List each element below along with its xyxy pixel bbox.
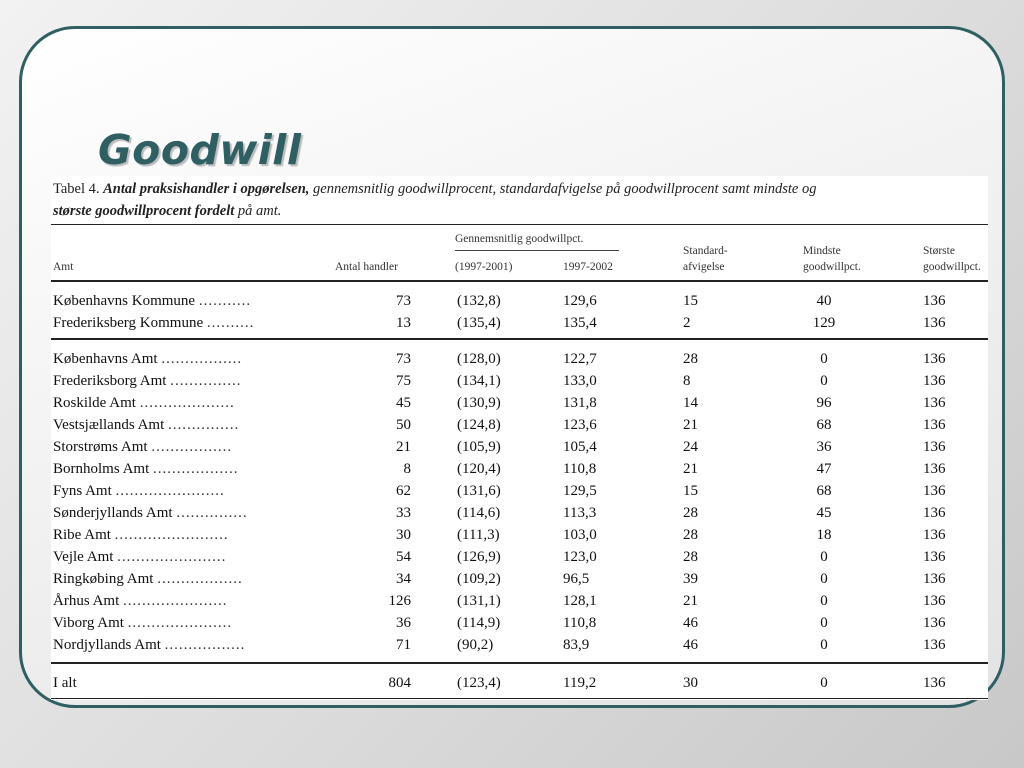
row-min-pct: 47 (816, 461, 832, 477)
table-row (51, 502, 988, 524)
row-name-text: Københavns Kommune (53, 293, 196, 309)
row-avg-1997-2002: 129,5 (563, 483, 597, 499)
row-avg-1997-2001: (132,8) (457, 293, 501, 309)
header-min-1: Mindste (803, 245, 841, 257)
row-avg-1997-2002: 123,0 (563, 549, 597, 565)
row-max-pct: 136 (923, 461, 946, 477)
row-name (53, 568, 243, 590)
row-std-dev: 28 (683, 527, 698, 543)
row-std-dev: 15 (683, 293, 698, 309)
row-count: 21 (396, 439, 411, 455)
table-row (51, 568, 988, 590)
row-min-pct: 0 (820, 351, 828, 367)
row-avg-1997-2001: (114,9) (457, 615, 501, 631)
row-avg-1997-2001: (130,9) (457, 395, 501, 411)
table-row (51, 370, 988, 392)
table-row (51, 348, 988, 370)
row-avg-1997-2002: 129,6 (563, 293, 597, 309)
table-row (51, 480, 988, 502)
row-min-pct: 18 (816, 527, 832, 543)
row-std-dev: 21 (683, 461, 698, 477)
row-max-pct: 136 (923, 395, 946, 411)
row-avg-1997-2002: 105,4 (563, 439, 597, 455)
row-max-pct: 136 (923, 373, 946, 389)
row-avg-1997-2001: (109,2) (457, 571, 501, 587)
row-name-text: Fyns Amt (53, 483, 112, 499)
row-avg-1997-2002: 96,5 (563, 571, 590, 587)
row-avg-1997-2001: (105,9) (457, 439, 501, 455)
row-avg-1997-2001: (90,2) (457, 637, 494, 653)
caption-rest-2: på amt. (237, 203, 282, 219)
row-count: 71 (396, 637, 411, 653)
row-std-dev: 15 (683, 483, 698, 499)
row-name-text: Københavns Amt (53, 351, 158, 367)
row-name (53, 546, 226, 568)
row-name (53, 480, 225, 502)
table-row (51, 290, 988, 312)
table-row (51, 414, 988, 436)
row-max-pct: 136 (923, 571, 946, 587)
row-name (53, 436, 232, 458)
row-avg-1997-2001: (111,3) (457, 527, 500, 543)
table-row (51, 392, 988, 414)
caption-rest-1: gennemsnitlig goodwillprocent, standardafvigelse på goodwillprocent samt mindste og (313, 181, 817, 197)
row-avg-1997-2002: 128,1 (563, 593, 597, 609)
row-avg-1997-2001: (128,0) (457, 351, 501, 367)
slide-title: Goodwill (98, 126, 302, 174)
row-name-text: Nordjyllands Amt (53, 637, 161, 653)
leader-dots: ....................... (117, 549, 227, 565)
row-min-pct: 129 (812, 315, 836, 331)
row-avg-1997-2002: 110,8 (563, 615, 597, 631)
row-avg-1997-2001: (126,9) (457, 549, 501, 565)
leader-dots: .................... (139, 395, 235, 411)
row-name-text: Bornholms Amt (53, 461, 150, 477)
header-group-underline (455, 250, 619, 251)
header-std-2: afvigelse (683, 261, 725, 273)
leader-dots: .......... (206, 315, 255, 331)
header-min-2: goodwillpct. (803, 261, 861, 273)
row-max-pct: 136 (923, 293, 946, 309)
table-row (51, 672, 988, 694)
leader-dots: .................. (157, 571, 243, 587)
table-row (51, 312, 988, 334)
row-avg-1997-2002: 119,2 (563, 675, 597, 691)
row-avg-1997-2001: (114,6) (457, 505, 501, 521)
row-name (53, 392, 235, 414)
row-name (53, 634, 245, 656)
row-avg-1997-2002: 135,4 (563, 315, 597, 331)
caption-bold-2: største goodwillprocent fordelt (53, 203, 235, 219)
header-amt: Amt (53, 261, 74, 273)
header-avg1: (1997-2001) (455, 261, 513, 273)
row-min-pct: 36 (816, 439, 832, 455)
row-min-pct: 0 (820, 571, 828, 587)
row-min-pct: 0 (820, 615, 828, 631)
row-max-pct: 136 (923, 417, 946, 433)
row-min-pct: 96 (816, 395, 832, 411)
table-row (51, 634, 988, 656)
row-count: 804 (388, 675, 411, 691)
group-divider-rule (51, 338, 988, 340)
row-name (53, 312, 254, 334)
row-std-dev: 21 (683, 417, 698, 433)
row-name-text: Roskilde Amt (53, 395, 136, 411)
row-count: 62 (396, 483, 411, 499)
row-name-text: Århus Amt (53, 593, 120, 609)
row-count: 50 (396, 417, 411, 433)
leader-dots: .................. (153, 461, 239, 477)
leader-dots: ........................ (114, 527, 229, 543)
leader-dots: ...................... (127, 615, 233, 631)
leader-dots: ........... (198, 293, 252, 309)
row-std-dev: 46 (683, 637, 698, 653)
row-avg-1997-2002: 133,0 (563, 373, 597, 389)
header-max-1: Største (923, 245, 955, 257)
row-count: 36 (396, 615, 411, 631)
row-std-dev: 14 (683, 395, 698, 411)
row-min-pct: 0 (820, 549, 828, 565)
table-row (51, 436, 988, 458)
row-count: 30 (396, 527, 411, 543)
row-max-pct: 136 (923, 549, 946, 565)
row-name (53, 458, 239, 480)
leader-dots: ...................... (123, 593, 228, 609)
row-name-text: Vestsjællands Amt (53, 417, 165, 433)
row-avg-1997-2002: 103,0 (563, 527, 597, 543)
row-avg-1997-2002: 123,6 (563, 417, 597, 433)
row-std-dev: 28 (683, 505, 698, 521)
row-count: 13 (396, 315, 411, 331)
row-std-dev: 2 (683, 315, 691, 331)
header-avg2: 1997-2002 (563, 261, 613, 273)
row-name (53, 612, 232, 634)
row-std-dev: 8 (683, 373, 691, 389)
row-max-pct: 136 (923, 593, 946, 609)
row-name (53, 370, 241, 392)
row-name (53, 590, 228, 612)
table-image-panel (51, 176, 988, 700)
row-std-dev: 24 (683, 439, 698, 455)
row-max-pct: 136 (923, 637, 946, 653)
table-row (51, 612, 988, 634)
row-max-pct: 136 (923, 615, 946, 631)
row-name: I alt (53, 675, 77, 691)
row-name-text: Viborg Amt (53, 615, 124, 631)
row-min-pct: 68 (816, 417, 832, 433)
table-row (51, 590, 988, 612)
table-bottom-rule (51, 698, 988, 699)
row-max-pct: 136 (923, 351, 946, 367)
total-top-rule (51, 662, 988, 664)
row-count: 45 (396, 395, 411, 411)
row-count: 8 (403, 461, 411, 477)
header-std-1: Standard- (683, 245, 728, 257)
leader-dots: ............... (176, 505, 248, 521)
row-avg-1997-2001: (124,8) (457, 417, 501, 433)
row-max-pct: 136 (923, 527, 946, 543)
row-min-pct: 45 (816, 505, 832, 521)
header-top-rule (51, 224, 988, 225)
row-std-dev: 30 (683, 675, 698, 691)
row-count: 33 (396, 505, 411, 521)
row-avg-1997-2002: 83,9 (563, 637, 590, 653)
row-min-pct: 0 (820, 593, 828, 609)
caption-bold: Antal praksishandler i opgørelsen, (103, 181, 310, 197)
row-avg-1997-2002: 122,7 (563, 351, 597, 367)
row-count: 126 (388, 593, 411, 609)
row-min-pct: 40 (816, 293, 832, 309)
table-row (51, 524, 988, 546)
row-min-pct: 0 (820, 637, 828, 653)
row-name-text: Frederiksberg Kommune (53, 315, 204, 331)
row-avg-1997-2001: (134,1) (457, 373, 501, 389)
row-name (53, 348, 242, 370)
table-row (51, 458, 988, 480)
row-name (53, 290, 251, 312)
row-max-pct: 136 (923, 505, 946, 521)
leader-dots: ............... (170, 373, 242, 389)
row-avg-1997-2002: 110,8 (563, 461, 597, 477)
table-row (51, 546, 988, 568)
row-name (53, 502, 248, 524)
row-avg-1997-2001: (131,6) (457, 483, 501, 499)
row-min-pct: 0 (820, 373, 828, 389)
row-name-text: Ringkøbing Amt (53, 571, 154, 587)
header-avg-group: Gennemsnitlig goodwillpct. (455, 233, 584, 245)
row-avg-1997-2001: (120,4) (457, 461, 501, 477)
row-max-pct: 136 (923, 675, 946, 691)
row-name-text: Frederiksborg Amt (53, 373, 167, 389)
row-name-text: Vejle Amt (53, 549, 114, 565)
row-max-pct: 136 (923, 315, 946, 331)
row-name (53, 524, 229, 546)
row-count: 34 (396, 571, 411, 587)
row-avg-1997-2001: (131,1) (457, 593, 501, 609)
leader-dots: ............... (168, 417, 240, 433)
row-name-text: Ribe Amt (53, 527, 111, 543)
row-std-dev: 21 (683, 593, 698, 609)
row-std-dev: 46 (683, 615, 698, 631)
row-name (53, 414, 239, 436)
row-count: 54 (396, 549, 411, 565)
row-min-pct: 68 (816, 483, 832, 499)
row-count: 75 (396, 373, 411, 389)
row-std-dev: 28 (683, 549, 698, 565)
row-count: 73 (396, 351, 411, 367)
leader-dots: ................. (164, 637, 246, 653)
row-count: 73 (396, 293, 411, 309)
row-avg-1997-2001: (135,4) (457, 315, 501, 331)
row-std-dev: 28 (683, 351, 698, 367)
row-name-text: Storstrøms Amt (53, 439, 148, 455)
header-max-2: goodwillpct. (923, 261, 981, 273)
row-min-pct: 0 (820, 675, 828, 691)
row-std-dev: 39 (683, 571, 698, 587)
leader-dots: ................. (151, 439, 233, 455)
leader-dots: ................. (161, 351, 243, 367)
row-max-pct: 136 (923, 439, 946, 455)
row-name-text: Sønderjyllands Amt (53, 505, 173, 521)
caption-lead: Tabel 4. (53, 181, 100, 197)
row-max-pct: 136 (923, 483, 946, 499)
table-caption (53, 178, 973, 222)
leader-dots: ....................... (115, 483, 225, 499)
row-avg-1997-2001: (123,4) (457, 675, 501, 691)
row-avg-1997-2002: 131,8 (563, 395, 597, 411)
row-avg-1997-2002: 113,3 (563, 505, 597, 521)
header-bottom-rule (51, 280, 988, 282)
header-antal: Antal handler (335, 261, 398, 273)
